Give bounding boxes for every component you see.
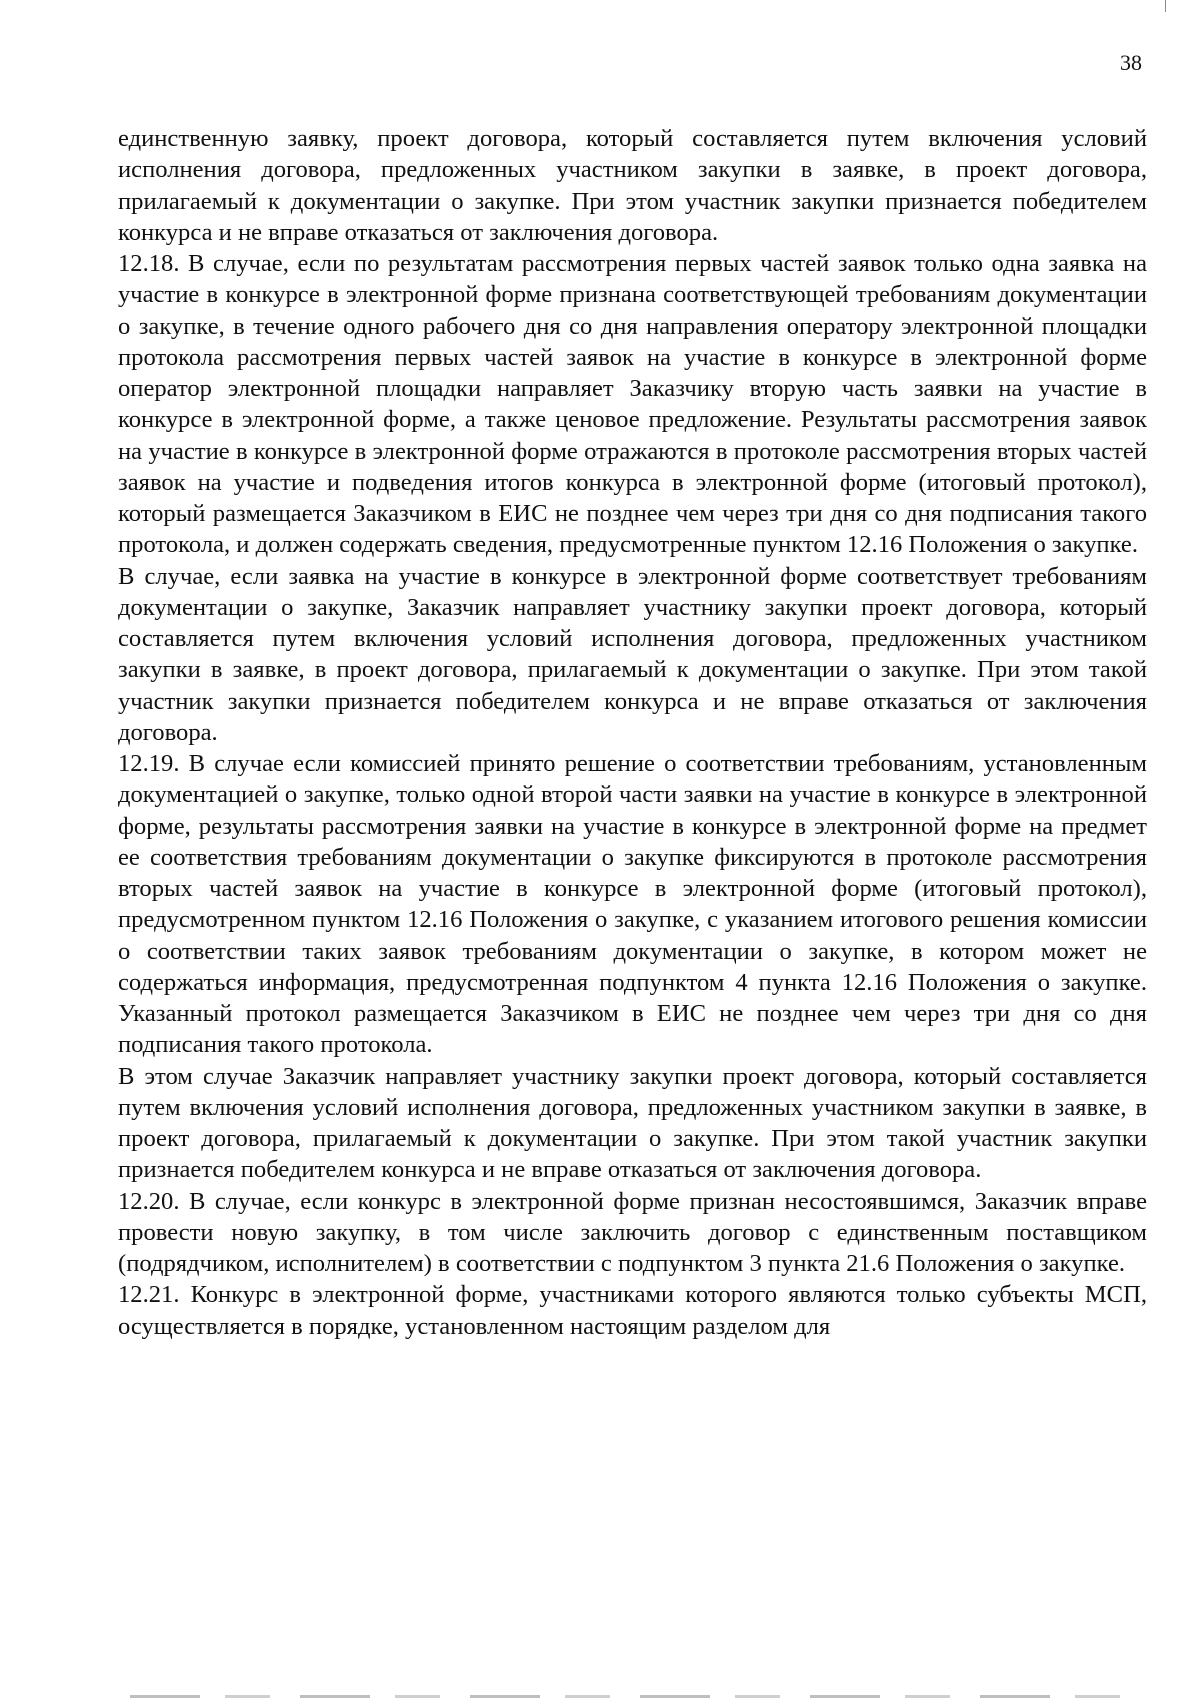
scan-edge-mark [1165,0,1166,12]
page-number: 38 [1120,50,1142,75]
paragraph-12-19: 12.19. В случае если комиссией принято решение о соответствии требованиям, установленным документацией о закупке, только одной второй части заявки на участие в конкурсе в электронной форме, результаты рассмотрения заявки на участие в конкурсе в электронной форме на предмет ее соответствия требованиям документации о закупке фиксируются в протоколе рассмотрения вторых частей заявок на участие в конкурсе в электронной форме (итоговый протокол), предусмотренном пунктом 12.16 Положения о закупке, с указанием итогового решения комиссии о соответствии таких заявок требованиям документации о закупке, в котором может не содержаться информация, предусмотренная подпунктом 4 пункта 12.16 Положения о закупке. Указанный протокол размещается Заказчиком в ЕИС не позднее чем через три дня со дня подписания такого протокола. [118,750,1147,1059]
scan-bottom-artifact [130,1695,1140,1698]
paragraph-12-20: 12.20. В случае, если конкурс в электронной форме признан несостоявшимся, Заказчик вправе провести новую закупку, в том числе заключить договор с единственным поставщиком (подрядчиком, исполнителем) в соответствии с подпунктом 3 пункта 21.6 Положения о закупке. [118,1187,1147,1277]
paragraph-12-21: 12.21. Конкурс в электронной форме, участниками которого являются только субъекты МСП, осуществляется в порядке, установленном настоящим разделом для [118,1281,1147,1340]
document-body [118,123,1147,1342]
paragraph-continuation: единственную заявку, проект договора, который составляется путем включения условий исполнения договора, предложенных участником закупки в заявке, в проект договора, прилагаемый к документации о закупке. При этом участник закупки признается победителем конкурса и не вправе отказаться от заключения договора. [118,125,1147,246]
paragraph-12-18-followup: В случае, если заявка на участие в конкурсе в электронной форме соответствует требованиям документации о закупке, Заказчик направляет участнику закупки проект договора, который составляется путем включения условий исполнения договора, предложенных участником закупки в заявке, в проект договора, прилагаемый к документации о закупке. При этом такой участник закупки признается победителем конкурса и не вправе отказаться от заключения договора. [118,562,1147,746]
paragraph-12-18: 12.18. В случае, если по результатам рассмотрения первых частей заявок только одна заявка на участие в конкурсе в электронной форме признана соответствующей требованиям документации о закупке, в течение одного рабочего дня со дня направления оператору электронной площадки протокола рассмотрения первых частей заявок на участие в конкурсе в электронной форме оператор электронной площадки направляет Заказчику вторую часть заявки на участие в конкурсе в электронной форме, а также ценовое предложение. Результаты рассмотрения заявок на участие в конкурсе в электронной форме отражаются в протоколе рассмотрения вторых частей заявок на участие и подведения итогов конкурса в электронной форме (итоговый протокол), который размещается Заказчиком в ЕИС не позднее чем через три дня со дня подписания такого протокола, и должен содержать сведения, предусмотренные пунктом 12.16 Положения о закупке. [118,250,1147,559]
paragraph-12-19-followup: В этом случае Заказчик направляет участнику закупки проект договора, который составляется путем включения условий исполнения договора, предложенных участником закупки в заявке, в проект договора, прилагаемый к документации о закупке. При этом такой участник закупки признается победителем конкурса и не вправе отказаться от заключения договора. [118,1062,1147,1184]
